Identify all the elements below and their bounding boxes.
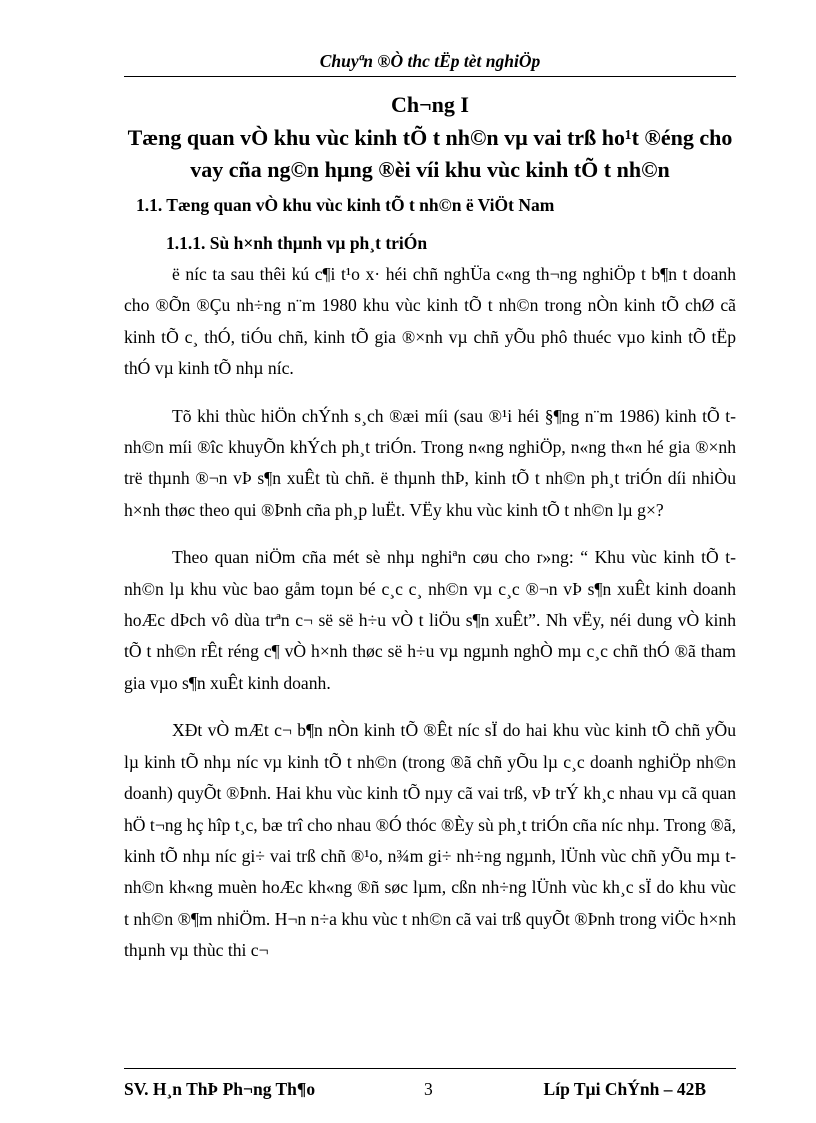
chapter-subtitle: Tæng quan vÒ khu vùc kinh tÕ t nh©n vµ vai trß ho¹t ®éng cho vay cña ng©n hµng ®èi víi khu vùc kinh tÕ t nh©n — [127, 125, 733, 182]
paragraph: Theo quan niÖm cña mét sè nhµ nghiªn cøu cho r»ng: “ Khu vùc kinh tÕ t nh©n lµ khu vùc bao gåm toµn bé c¸c c¸ nh©n vµ c¸c ®¬n vÞ s¶n xuÊt kinh doanh hoÆc dÞch vô dùa trªn c¬ së së h÷u vÒ t liÖu s¶n xuÊt”. Nh vËy, néi dung vÒ kinh tÕ t nh©n rÊt réng c¶ vÒ h×nh thøc së h÷u vµ ngµnh nghÒ mµ c¸c chñ thÓ ®ã tham gia vµo s¶n xuÊt kinh doanh. — [124, 547, 736, 693]
section-heading: 1.1. Tæng quan vÒ khu vùc kinh tÕ t nh©n ë ViÖt Nam — [136, 195, 555, 215]
header-rule — [124, 76, 736, 77]
body-text — [124, 259, 736, 967]
running-header: Chuyªn ®Ò thc tËp tèt nghiÖp — [319, 51, 541, 71]
page-number: 3 — [424, 1079, 433, 1099]
footer-author: SV. H¸n ThÞ Ph¬ng Th¶o — [124, 1079, 316, 1099]
subsection-heading: 1.1.1. Sù h×nh thµnh vµ ph¸t triÓn — [166, 233, 428, 253]
paragraph: ë níc ta sau thêi kú c¶i t¹o x· héi chñ nghÜa c«ng th¬ng nghiÖp t b¶n t doanh cho ®Õn ®Çu nh÷ng n¨m 1980 khu vùc kinh tÕ t nh©n trong nÒn kinh tÕ chØ cã kinh tÕ c¸ thÓ, tiÓu chñ, kinh tÕ gia ®×nh vµ chñ yÕu phô thuéc vµo kinh tÕ tËp thÓ vµ kinh tÕ nhµ níc. — [124, 264, 736, 379]
page-footer — [124, 1076, 736, 1102]
paragraph: Tõ khi thùc hiÖn chÝnh s¸ch ®æi míi (sau ®¹i héi §¶ng n¨m 1986) kinh tÕ t nh©n míi ®îc khuyÕn khÝch ph¸t triÓn. Trong n«ng nghiÖp, n«ng th«n hé gia ®×nh trë thµnh ®¬n vÞ s¶n xuÊt tù chñ. ë thµnh thÞ, kinh tÕ t nh©n ph¸t triÓn díi nhiÒu h×nh thøc theo qui ®Þnh cña ph¸p luËt. VËy khu vùc kinh tÕ t nh©n lµ g×? — [124, 405, 736, 520]
chapter-title: Ch¬ng I — [391, 92, 469, 117]
footer-class-label: Líp Tµi ChÝnh – 42B — [543, 1079, 706, 1099]
footer-rule — [124, 1068, 736, 1069]
paragraph: XÐt vÒ mÆt c¬ b¶n nÒn kinh tÕ ®Êt níc sÏ do hai khu vùc kinh tÕ chñ yÕu lµ kinh tÕ nhµ níc vµ kinh tÕ t nh©n (trong ®ã chñ yÕu lµ c¸c doanh nghiÖp nh©n doanh) quyÕt ®Þnh. Hai khu vùc kinh tÕ nµy cã vai trß, vÞ trÝ kh¸c nhau vµ cã quan hÖ t¬ng hç hîp t¸c, bæ trî cho nhau ®Ó thóc ®Èy sù ph¸t triÓn cña níc nhµ. Trong ®ã, kinh tÕ nhµ níc gi÷ vai trß chñ ®¹o, n¾m gi÷ nh÷ng ngµnh, lÜnh vùc chñ yÕu mµ t nh©n kh«ng muèn hoÆc kh«ng ®ñ søc lµm, cßn nh÷ng lÜnh vùc kh¸c sÏ do khu vùc t nh©n ®¶m nhiÖm. H¬n n÷a khu vùc t nh©n cã vai trß quyÕt ®Þnh trong viÖc h×nh thµnh vµ thùc thi c¬ — [124, 720, 736, 961]
